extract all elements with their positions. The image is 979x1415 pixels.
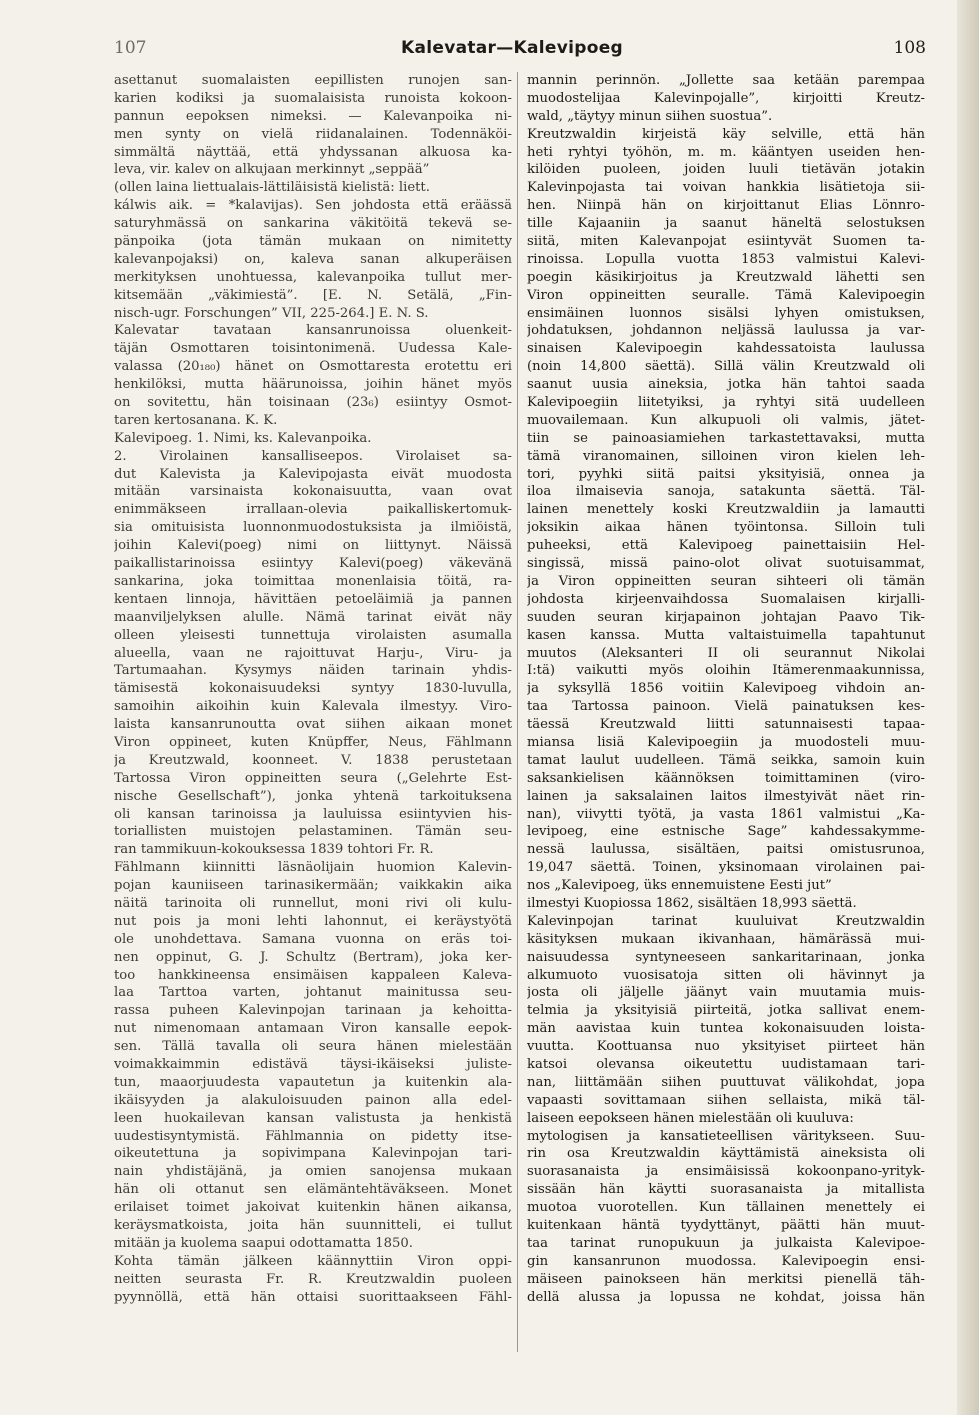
text-line: I:tä) vaikutti myös oloihin Itämerenmaakunnissa, [527,663,925,679]
text-line: voimakkaimmin edistävä täysi-ikäiseksi juliste- [114,1056,512,1072]
text-line: laa Tarttoa varten, johtanut mainitussa seu- [114,985,512,1001]
text-line: kalevanpojaksi) on, kaleva sanan alkuperäisen [114,251,512,267]
text-line: levipoeg, eine estnische Sage” kahdessakymme- [527,824,925,840]
text-line: samoihin aikoihin kuin Kalevala ilmestyy. Viro- [114,699,512,715]
text-line: wald, „täytyy minun siihen suostua”. [527,108,773,124]
text-line: täessä Kreutzwald liitti satunnaisesti tapaa- [527,717,925,733]
text-line: alueella, vaan ne rajoittuvat Harju-, Viru- ja [114,645,512,661]
text-line: ensimäinen luonnos sisälsi lyhyen omistuksen, [527,305,925,321]
text-line: sia omituisista luonnonmuodostuksista ja ilmiöistä, [114,520,512,536]
text-line: muodostelijaa Kalevinpojalle”, kirjoitti Kreutz- [527,90,925,106]
running-title: Kalevatar—Kalevipoeg [401,38,623,58]
text-line: too hankkineensa ensimäisen kappaleen Kaleva- [114,967,512,983]
text-line: toriallisten muistojen pelastaminen. Tämän seu- [114,824,512,840]
text-line: män aavistaa kuin tuntea kokonaisuuden loista- [527,1021,925,1037]
text-line: maanviljelyksen alulle. Nämä tarinat eivät näy [114,609,512,625]
text-line: taren kertosanana. K. K. [114,412,278,428]
page-header [112,38,926,66]
text-line: poegin käsikirjoitus ja Kreutzwald lähetti sen [527,269,925,285]
text-line: nan), viivytti työtä, ja vasta 1861 valmistui „Ka- [527,806,925,822]
text-line: men synty on vielä riidanalainen. Todennäköi- [114,126,512,142]
text-line: leen huokailevan kansan valistusta ja henkistä [114,1110,512,1126]
text-line: kuitenkaan häntä tyydyttänyt, päätti hän muut- [527,1218,925,1233]
text-line: rin osa Kreutzwaldin käyttämistä aineksista oli [527,1146,925,1162]
text-line: nos „Kalevipoeg, üks ennemuistene Eesti jut” [527,878,832,894]
text-line: Kohta tämän jälkeen käännyttiin Viron oppi- [114,1253,512,1269]
text-line: hän oli ottanut sen elämäntehtäväkseen. Monet [114,1182,512,1198]
text-line: ikäisyyden ja alakuloisuuden painon alla edel- [114,1092,512,1108]
text-line: sinaisen Kalevipoegin kahdessatoista laulussa [527,341,925,357]
text-line: johdosta kirjeenvaihdossa Suomalaisen kirjalli- [527,591,925,607]
text-line: on sovitettu, hän toisinaan (23₆) esiintyy Osmot- [114,395,512,411]
text-line: Kalevatar tavataan kansanrunoissa oluenkeit- [114,323,512,339]
text-line: tille Kajaaniin ja saanut häneltä selostuksen [527,216,925,232]
text-line: lainen ja saksalainen laitos ilmestyivät näet rin- [527,788,925,804]
text-line: sen. Tällä tavalla oli seura hänen mielestään [114,1039,512,1055]
text-line: mäiseen painokseen hän merkitsi pienellä täh- [527,1271,925,1287]
text-line: saanut uusia aineksia, jotka hän tahtoi saada [527,377,925,393]
text-line: saturyhmässä on sankarina väkitöitä tekevä se- [114,216,512,232]
text-line: mitään ja kuolema saapui odottamatta 1850. [114,1235,413,1251]
text-line: karien kodiksi ja suomalaisista runoista kokoon- [114,90,512,106]
text-line: merkityksen unohtuessa, kalevanpoika tullut mer- [114,269,512,285]
text-line: ja syksyllä 1856 voitiin Kalevipoeg vihdoin an- [527,681,925,697]
text-line: muotoa vuorotellen. Kun tällainen menettely ei [527,1200,925,1216]
text-line: kilöiden puoleen, joiden luuli tietävän jotakin [527,162,925,178]
text-line: joksikin aikaa hänen työintonsa. Silloin tuli [527,520,925,536]
text-line: tämä viranomainen, silloinen viron kielen leh- [527,448,925,464]
text-line: hen. Niinpä hän on kirjoittanut Elias Lönnro- [527,198,925,214]
text-line: sissään hän käytti suorasanaista ja mitallista [527,1182,925,1198]
text-line: dellä alussa ja lopussa ne kohdat, joissa hän [527,1289,925,1305]
text-line: ja Viron oppineitten seuran sihteeri oli tämän [527,573,925,589]
text-line: muovailemaan. Kun alkupuoli oli valmis, jätet- [527,412,925,428]
text-line: ja Kreutzwald, koonneet. V. 1838 perustetaan [114,752,512,768]
text-line: rinoissa. Lopulla vuotta 1853 valmistui Kalevi- [527,251,925,267]
text-line: leva, vir. kalev on alkujaan merkinnyt „seppää” [114,162,430,178]
text-line: Viron oppineitten seuralle. Tämä Kalevipoegin [527,287,925,303]
text-line: siitä, miten Kalevanpojat esiintyvät Suomen ta- [527,234,925,250]
text-line: asettanut suomalaisten eepillisten runojen san- [114,73,512,88]
text-line: nessä laulussa, sisältäen, paitsi omistusrunoa, [527,842,925,858]
text-line: ran tammikuun-kokouksessa 1839 tohtori Fr. R. [114,842,434,858]
text-line: Tartossa Viron oppineitten seura („Gelehrte Est- [114,770,512,786]
text-line: mitään varsinaista kokonaisuutta, vaan ovat [114,484,512,500]
text-line: Kalevipoeg. 1. Nimi, ks. Kalevanpoika. [114,430,372,446]
text-line: kitsemään „väkimiestä”. [E. N. Setälä, „Fin- [114,287,512,303]
text-line: täjän Osmottaren toisintonimenä. Uudessa Kale- [114,341,512,357]
text-line: heti ryhtyi työhön, m. m. kääntyen useiden hen- [527,144,925,160]
text-line: nische Gesellschaft”), jonka yhtenä tarkoituksena [114,788,512,804]
text-line: laista kansanrunoutta ovat siihen aikaan monet [114,717,512,733]
text-line: nut pois ja moni lehti lahonnut, ei keräystyötä [114,913,512,929]
text-line: oikeutettuna ja sopivimpana Kalevinpojan tari- [114,1146,512,1162]
text-line: vuutta. Koottuansa nuo yksityiset piirteet hän [527,1039,925,1055]
text-line: taa Tartossa painoon. Vielä painatuksen kes- [527,699,925,715]
text-line: rassa puheen Kalevinpojan tarinaan ja kehoitta- [114,1003,512,1019]
page-number-right: 108 [893,38,926,58]
text-line: pannun eepoksen nimeksi. — Kalevanpoika ni- [114,108,512,124]
text-line: kálwis aik. = *kalavijas). Sen johdosta että eräässä [114,198,512,214]
text-line: mannin perinnön. „Jollette saa ketään parempaa [527,73,925,88]
text-line: pyynnöllä, että hän ottaisi suorittaakseen Fähl- [114,1289,512,1305]
text-line: erilaiset toimet jakoivat kuitenkin hänen aikansa, [114,1200,512,1216]
text-line: Kreutzwaldin kirjeistä käy selville, että hän [527,126,925,142]
text-line: tämisestä kokonaisuudeksi syntyy 1830-luvulla, [114,681,512,697]
text-line: ole unohdettava. Samana vuonna on eräs toi- [114,931,512,947]
text-line: tori, pyyhki siitä paitsi yksityisiä, onnea ja [527,466,925,482]
text-line: laiseen eepokseen hänen mielestään oli kuuluva: [527,1110,854,1126]
text-line: Fählmann kiinnitti läsnäolijain huomion Kalevin- [114,860,512,876]
text-line: kasen kanssa. Mutta valtaistuimella tapahtunut [527,627,925,643]
text-line: Kalevinpojasta tai voivan hankkia lisätietoja sii- [527,180,925,196]
text-line: näitä tarinoita oli runnellut, moni rivi oli kulu- [114,895,512,911]
text-line: katsoi olevansa oikeutettu uudistamaan tari- [527,1056,925,1072]
text-line: nain yhdistäjänä, ja omien sanojensa mukaan [114,1164,512,1180]
text-line: suorasanaista ja ensimäisissä kokoonpano-yrityk- [527,1164,925,1180]
text-line: tiin se painoasiamiehen tarkastettavaksi, mutta [527,430,925,446]
text-line: nisch-ugr. Forschungen” VII, 225-264.] E. N. S. [114,305,429,321]
text-line: muutos (Aleksanteri II oli seurannut Nikolai [527,645,925,661]
text-line: saksankielisen käännöksen toimittaminen (viro- [527,770,925,786]
text-line: Viron oppineet, kuten Knüpffer, Neus, Fählmann [114,734,512,750]
text-line: josta oli jäljelle jäänyt vain muutamia muis- [527,985,925,1001]
text-line: tun, maaorjuudesta vapautetun ja kuitenkin ala- [114,1074,512,1090]
text-line: (noin 14,800 säettä). Sillä välin Kreutzwald oli [527,359,925,375]
text-line: telmia ja yksityisiä piirteitä, jotka sallivat enem- [527,1003,925,1019]
text-line: naisuudessa syntyneeseen sankaritarinaan, jonka [527,949,925,965]
text-line: henkilöksi, mutta häärunoissa, joihin hänet myös [114,377,512,393]
text-line: sankarina, joka toimittaa monenlaisia töitä, ra- [114,573,512,589]
text-line: keräysmatkoista, joita hän suunnitteli, ei tullut [114,1218,512,1233]
text-line: (ollen laina liettualais-lättiläisistä kielistä: liett. [114,180,430,196]
text-line: puheeksi, että Kalevipoeg painettaisiin Hel- [527,538,925,554]
text-line: paikallistarinoissa esiintyy Kalevi(poeg) väkevänä [114,556,512,572]
page-edge-shadow [957,0,979,1415]
text-line: 19,047 säettä. Toinen, yksinomaan virolainen pai- [527,860,925,876]
text-line: 2. Virolainen kansalliseepos. Virolaiset sa- [114,448,512,464]
text-line: alkumuoto vuosisatoja sitten oli hävinnyt ja [527,967,925,983]
text-line: Kalevinpojan tarinat kuuluivat Kreutzwaldin [527,913,925,929]
text-line: singissä, missä paino-olot olivat suotuisammat, [527,556,925,572]
text-line: gin kansanrunon muodossa. Kalevipoegin ensi- [527,1253,925,1269]
text-line: olleen yleisesti tunnettuja virolaisten asumalla [114,627,512,643]
text-line: pojan kauniiseen tarinasikermään; vaikkakin aika [114,878,512,894]
text-line: Kalevipoegiin liitetyiksi, ja ryhtyi sitä uudelleen [527,395,925,411]
column-divider [517,72,518,1352]
text-line: nan, liittämään siihen puuttuvat välikohdat, jopa [527,1074,925,1090]
text-line: tamat laulut uudelleen. Tämä seikka, samoin kuin [527,752,925,768]
text-line: uudestisyntymistä. Fählmannia on pidetty itse- [114,1128,512,1144]
text-line: pänpoika (jota tämän mukaan on nimitetty [114,234,512,250]
text-line: taa tarinat runopukuun ja julkaista Kalevipoe- [527,1235,925,1251]
right-column [527,72,925,1306]
text-line: oli kansan tarinoissa ja lauluissa esiintyvien his- [114,806,512,822]
text-line: simmältä näyttää, että yhdyssanan alkuosa ka- [114,144,512,160]
left-column [114,72,512,1306]
text-line: valassa (20₁₈₀) hänet on Osmottaresta erotettu eri [114,359,512,375]
text-line: miansa lisiä Kalevipoegiin ja muodosteli muu- [527,734,925,750]
text-line: enimmäkseen irrallaan-olevia paikalliskertomuk- [114,502,512,518]
text-line: vapaasti sovittamaan siihen sellaista, mikä täl- [527,1092,925,1108]
text-line: joihin Kalevi(poeg) nimi on liittynyt. Näissä [114,538,512,554]
text-line: neitten seurasta Fr. R. Kreutzwaldin puoleen [114,1271,512,1287]
text-line: johdatuksen, johdannon neljässä laulussa ja var- [527,323,925,339]
text-line: suuden seuran kirjapainon johtajan Paavo Tik- [527,609,925,625]
text-line: iloa ilmaisevia sanoja, satakunta säettä. Täl- [527,484,925,500]
page-number-left: 107 [114,38,147,58]
text-line: nut nimenomaan antamaan Viron kansalle eepok- [114,1021,512,1037]
text-line: Tartumaahan. Kysymys näiden tarinain yhdis- [114,663,512,679]
text-line: käsityksen mukaan ikivanhaan, hämärässä mui- [527,931,925,947]
text-line: kentaen linnoja, hävittäen petoeläimiä ja pannen [114,591,512,607]
text-line: nen oppinut, G. J. Schultz (Bertram), joka ker- [114,949,512,965]
text-line: mytologisen ja kansatieteellisen väritykseen. Suu- [527,1128,925,1144]
text-line: dut Kalevista ja Kalevipojasta eivät muodosta [114,466,512,482]
text-line: ilmestyi Kuopiossa 1862, sisältäen 18,993 säettä. [527,895,857,911]
text-line: lainen menettely koski Kreutzwaldiin ja lamautti [527,502,925,518]
